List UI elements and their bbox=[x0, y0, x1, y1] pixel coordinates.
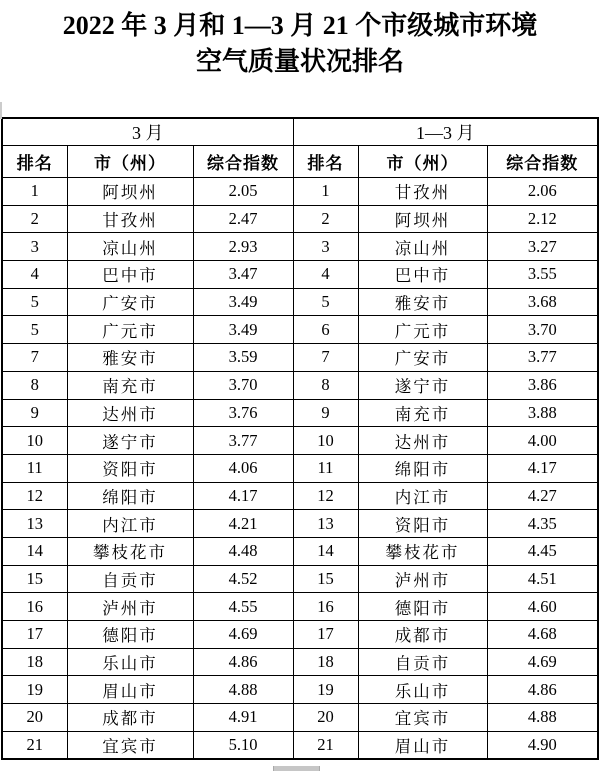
rank-cell-right: 7 bbox=[293, 344, 358, 372]
city-cell-left: 乐山市 bbox=[67, 648, 193, 676]
rank-cell-right: 18 bbox=[293, 648, 358, 676]
table-row bbox=[2, 261, 598, 289]
city-cell-left: 泸州市 bbox=[67, 593, 193, 621]
city-cell-left: 眉山市 bbox=[67, 676, 193, 704]
index-cell-left: 3.49 bbox=[193, 316, 293, 344]
city-cell-right: 广元市 bbox=[358, 316, 487, 344]
group-header-row bbox=[2, 118, 598, 146]
rank-cell-left: 10 bbox=[2, 427, 67, 455]
rank-cell-left: 20 bbox=[2, 704, 67, 732]
rank-cell-right: 8 bbox=[293, 371, 358, 399]
index-cell-right: 4.51 bbox=[487, 565, 598, 593]
index-cell-left: 3.47 bbox=[193, 261, 293, 289]
city-cell-right: 泸州市 bbox=[358, 565, 487, 593]
rank-cell-left: 8 bbox=[2, 371, 67, 399]
city-cell-left: 自贡市 bbox=[67, 565, 193, 593]
index-cell-right: 4.45 bbox=[487, 537, 598, 565]
index-cell-left: 4.55 bbox=[193, 593, 293, 621]
index-cell-left: 5.10 bbox=[193, 731, 293, 759]
index-cell-left: 4.86 bbox=[193, 648, 293, 676]
index-cell-right: 2.06 bbox=[487, 178, 598, 206]
column-header-rank-left: 排名 bbox=[2, 146, 67, 178]
index-cell-right: 4.86 bbox=[487, 676, 598, 704]
rank-cell-right: 20 bbox=[293, 704, 358, 732]
air-quality-ranking-table bbox=[1, 117, 599, 760]
city-cell-right: 绵阳市 bbox=[358, 454, 487, 482]
rank-cell-left: 3 bbox=[2, 233, 67, 261]
column-header-city-right: 市（州） bbox=[358, 146, 487, 178]
rank-cell-right: 19 bbox=[293, 676, 358, 704]
index-cell-right: 4.90 bbox=[487, 731, 598, 759]
rank-cell-left: 2 bbox=[2, 205, 67, 233]
table-row bbox=[2, 510, 598, 538]
table-row bbox=[2, 344, 598, 372]
table-row bbox=[2, 676, 598, 704]
column-header-index-right: 综合指数 bbox=[487, 146, 598, 178]
city-cell-left: 雅安市 bbox=[67, 344, 193, 372]
rank-cell-right: 17 bbox=[293, 621, 358, 649]
rank-cell-left: 7 bbox=[2, 344, 67, 372]
city-cell-left: 攀枝花市 bbox=[67, 537, 193, 565]
table-row bbox=[2, 205, 598, 233]
city-cell-left: 资阳市 bbox=[67, 454, 193, 482]
index-cell-left: 2.47 bbox=[193, 205, 293, 233]
city-cell-left: 甘孜州 bbox=[67, 205, 193, 233]
city-cell-left: 成都市 bbox=[67, 704, 193, 732]
rank-cell-left: 18 bbox=[2, 648, 67, 676]
index-cell-left: 4.91 bbox=[193, 704, 293, 732]
city-cell-left: 凉山州 bbox=[67, 233, 193, 261]
table-row bbox=[2, 371, 598, 399]
rank-cell-left: 14 bbox=[2, 537, 67, 565]
city-cell-left: 达州市 bbox=[67, 399, 193, 427]
city-cell-right: 达州市 bbox=[358, 427, 487, 455]
city-cell-right: 眉山市 bbox=[358, 731, 487, 759]
page-title-line1: 2022 年 3 月和 1—3 月 21 个市级城市环境 bbox=[62, 11, 538, 40]
rank-cell-left: 5 bbox=[2, 316, 67, 344]
index-cell-right: 4.17 bbox=[487, 454, 598, 482]
table-row bbox=[2, 648, 598, 676]
table-row bbox=[2, 454, 598, 482]
city-cell-left: 巴中市 bbox=[67, 261, 193, 289]
table-row bbox=[2, 399, 598, 427]
index-cell-right: 4.68 bbox=[487, 621, 598, 649]
city-cell-left: 广元市 bbox=[67, 316, 193, 344]
index-cell-left: 4.17 bbox=[193, 482, 293, 510]
rank-cell-left: 4 bbox=[2, 261, 67, 289]
index-cell-right: 3.55 bbox=[487, 261, 598, 289]
city-cell-left: 绵阳市 bbox=[67, 482, 193, 510]
rank-cell-left: 15 bbox=[2, 565, 67, 593]
table-row bbox=[2, 593, 598, 621]
city-cell-right: 广安市 bbox=[358, 344, 487, 372]
city-cell-left: 遂宁市 bbox=[67, 427, 193, 455]
index-cell-right: 3.86 bbox=[487, 371, 598, 399]
scrollbar-thumb[interactable] bbox=[273, 766, 320, 771]
group-header-march: 3 月 bbox=[2, 118, 293, 146]
table-row bbox=[2, 621, 598, 649]
index-cell-right: 4.60 bbox=[487, 593, 598, 621]
rank-cell-right: 3 bbox=[293, 233, 358, 261]
city-cell-right: 内江市 bbox=[358, 482, 487, 510]
city-cell-right: 自贡市 bbox=[358, 648, 487, 676]
rank-cell-right: 13 bbox=[293, 510, 358, 538]
city-cell-right: 遂宁市 bbox=[358, 371, 487, 399]
index-cell-right: 4.69 bbox=[487, 648, 598, 676]
rank-cell-right: 2 bbox=[293, 205, 358, 233]
table-row bbox=[2, 427, 598, 455]
rank-cell-right: 15 bbox=[293, 565, 358, 593]
page-edge-artifact bbox=[0, 102, 2, 119]
index-cell-right: 4.00 bbox=[487, 427, 598, 455]
page-title bbox=[0, 8, 600, 80]
rank-cell-right: 21 bbox=[293, 731, 358, 759]
rank-cell-right: 12 bbox=[293, 482, 358, 510]
rank-cell-right: 4 bbox=[293, 261, 358, 289]
index-cell-left: 2.05 bbox=[193, 178, 293, 206]
table-row bbox=[2, 178, 598, 206]
rank-cell-left: 1 bbox=[2, 178, 67, 206]
index-cell-right: 4.35 bbox=[487, 510, 598, 538]
index-cell-right: 4.88 bbox=[487, 704, 598, 732]
table-row bbox=[2, 233, 598, 261]
index-cell-right: 2.12 bbox=[487, 205, 598, 233]
rank-cell-right: 16 bbox=[293, 593, 358, 621]
table-row bbox=[2, 704, 598, 732]
index-cell-right: 3.70 bbox=[487, 316, 598, 344]
index-cell-left: 4.52 bbox=[193, 565, 293, 593]
column-header-index-left: 综合指数 bbox=[193, 146, 293, 178]
city-cell-right: 宜宾市 bbox=[358, 704, 487, 732]
index-cell-right: 4.27 bbox=[487, 482, 598, 510]
city-cell-right: 巴中市 bbox=[358, 261, 487, 289]
rank-cell-left: 5 bbox=[2, 288, 67, 316]
index-cell-left: 3.70 bbox=[193, 371, 293, 399]
index-cell-left: 4.06 bbox=[193, 454, 293, 482]
city-cell-right: 雅安市 bbox=[358, 288, 487, 316]
table-row bbox=[2, 316, 598, 344]
index-cell-left: 4.69 bbox=[193, 621, 293, 649]
city-cell-left: 德阳市 bbox=[67, 621, 193, 649]
city-cell-right: 甘孜州 bbox=[358, 178, 487, 206]
city-cell-left: 阿坝州 bbox=[67, 178, 193, 206]
rank-cell-left: 16 bbox=[2, 593, 67, 621]
index-cell-right: 3.68 bbox=[487, 288, 598, 316]
index-cell-left: 4.88 bbox=[193, 676, 293, 704]
city-cell-left: 宜宾市 bbox=[67, 731, 193, 759]
rank-cell-right: 14 bbox=[293, 537, 358, 565]
index-cell-right: 3.88 bbox=[487, 399, 598, 427]
rank-cell-right: 1 bbox=[293, 178, 358, 206]
city-cell-right: 南充市 bbox=[358, 399, 487, 427]
index-cell-left: 3.49 bbox=[193, 288, 293, 316]
rank-cell-left: 11 bbox=[2, 454, 67, 482]
index-cell-left: 3.77 bbox=[193, 427, 293, 455]
rank-cell-right: 6 bbox=[293, 316, 358, 344]
index-cell-right: 3.27 bbox=[487, 233, 598, 261]
index-cell-left: 4.48 bbox=[193, 537, 293, 565]
rank-cell-right: 10 bbox=[293, 427, 358, 455]
city-cell-left: 广安市 bbox=[67, 288, 193, 316]
table-row bbox=[2, 537, 598, 565]
column-header-rank-right: 排名 bbox=[293, 146, 358, 178]
rank-cell-left: 12 bbox=[2, 482, 67, 510]
index-cell-left: 3.76 bbox=[193, 399, 293, 427]
column-header-city-left: 市（州） bbox=[67, 146, 193, 178]
rank-cell-right: 11 bbox=[293, 454, 358, 482]
rank-cell-left: 17 bbox=[2, 621, 67, 649]
group-header-jan-to-march: 1—3 月 bbox=[293, 118, 598, 146]
city-cell-left: 内江市 bbox=[67, 510, 193, 538]
city-cell-right: 德阳市 bbox=[358, 593, 487, 621]
city-cell-right: 乐山市 bbox=[358, 676, 487, 704]
rank-cell-left: 21 bbox=[2, 731, 67, 759]
city-cell-right: 阿坝州 bbox=[358, 205, 487, 233]
city-cell-right: 攀枝花市 bbox=[358, 537, 487, 565]
index-cell-left: 3.59 bbox=[193, 344, 293, 372]
page-title-line2: 空气质量状况排名 bbox=[195, 47, 404, 76]
rank-cell-left: 9 bbox=[2, 399, 67, 427]
rank-cell-right: 9 bbox=[293, 399, 358, 427]
index-cell-left: 4.21 bbox=[193, 510, 293, 538]
table-row bbox=[2, 482, 598, 510]
rank-cell-left: 19 bbox=[2, 676, 67, 704]
table-row bbox=[2, 288, 598, 316]
rank-cell-right: 5 bbox=[293, 288, 358, 316]
table-body bbox=[2, 178, 598, 759]
table-row bbox=[2, 731, 598, 759]
column-header-row bbox=[2, 146, 598, 178]
city-cell-right: 成都市 bbox=[358, 621, 487, 649]
table-row bbox=[2, 565, 598, 593]
index-cell-left: 2.93 bbox=[193, 233, 293, 261]
city-cell-right: 凉山州 bbox=[358, 233, 487, 261]
city-cell-right: 资阳市 bbox=[358, 510, 487, 538]
rank-cell-left: 13 bbox=[2, 510, 67, 538]
city-cell-left: 南充市 bbox=[67, 371, 193, 399]
index-cell-right: 3.77 bbox=[487, 344, 598, 372]
